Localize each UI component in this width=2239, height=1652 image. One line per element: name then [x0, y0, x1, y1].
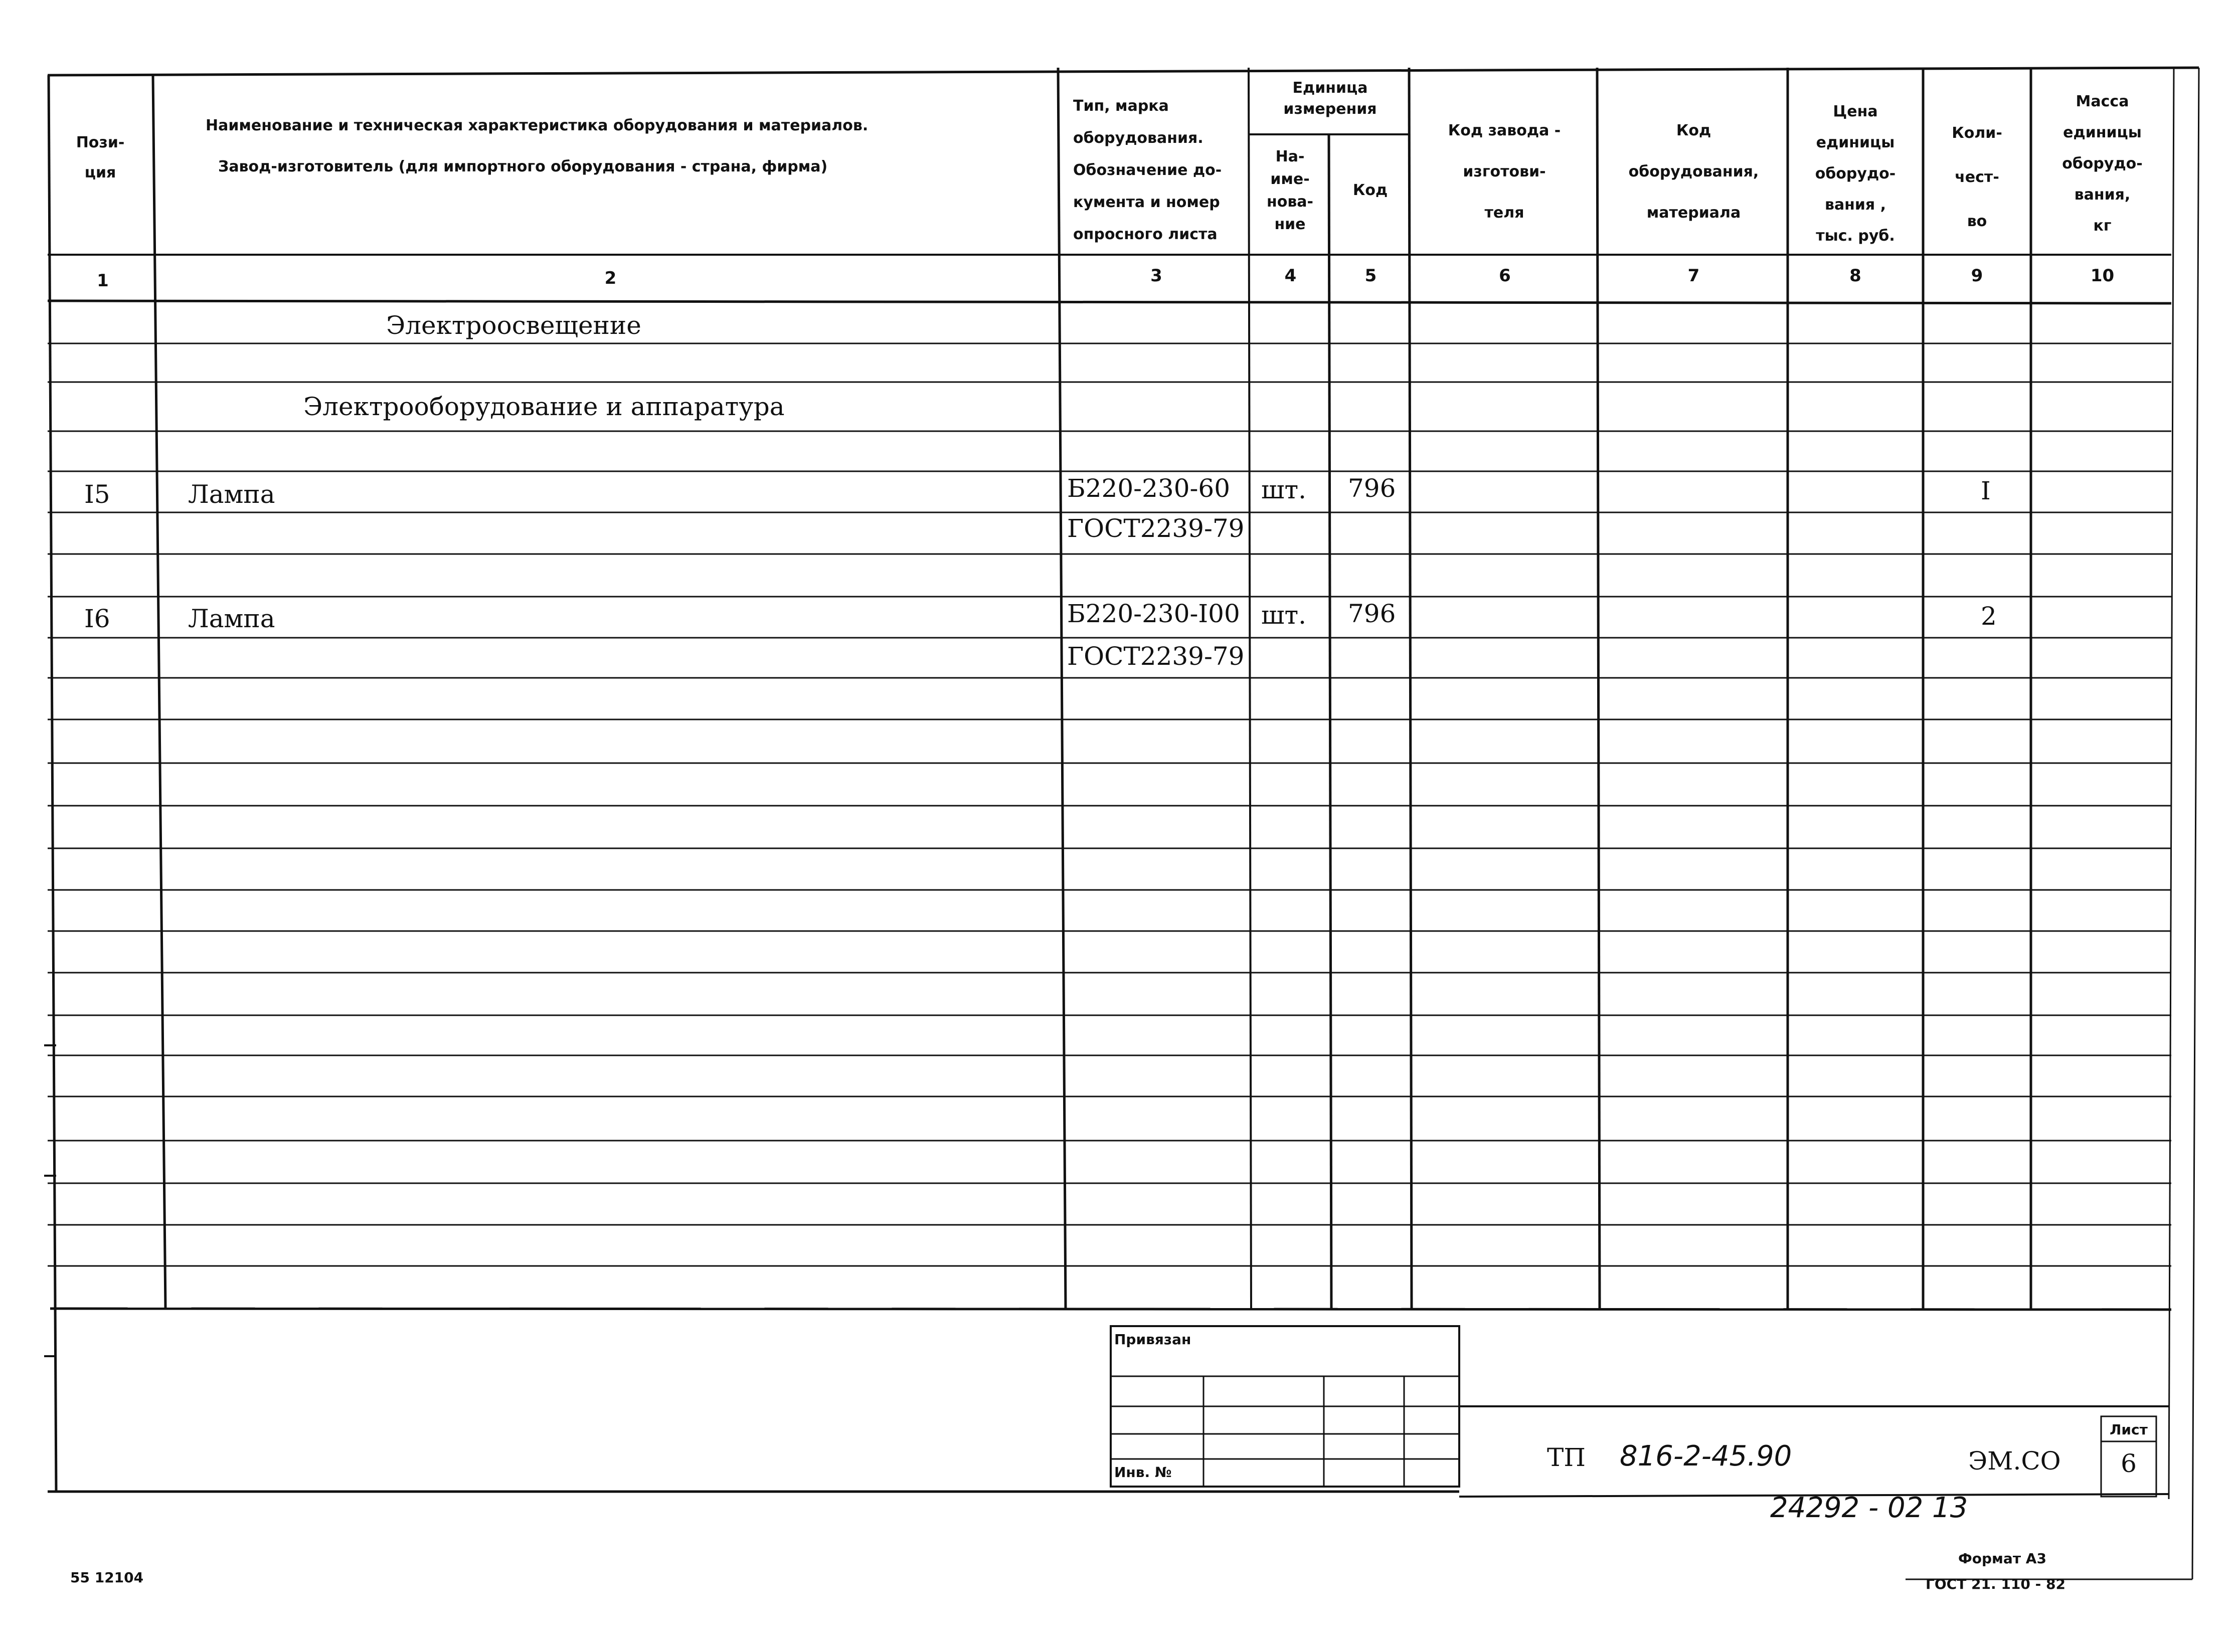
column-number-10: 10 — [2090, 266, 2115, 286]
column-number-4: 4 — [1284, 266, 1297, 286]
header-col1: Пози- ция — [76, 134, 125, 181]
header-col6: Код завода - изготови- теля — [1448, 122, 1561, 222]
item-unit: шт. — [1261, 601, 1307, 630]
column-number-9: 9 — [1971, 266, 1983, 286]
gost-label: ГОСТ 21. 110 - 82 — [1926, 1576, 2065, 1592]
item-type: Б220-230-60 — [1067, 474, 1231, 503]
item-quantity: 2 — [1981, 602, 1997, 631]
header-col8: Цена единицы оборудо- вания , тыс. руб. — [1815, 103, 1896, 245]
stamp-privyazan: Привязан — [1114, 1331, 1191, 1348]
item-unit-code: 796 — [1348, 599, 1396, 628]
header-col5: Код — [1352, 181, 1388, 199]
handwritten-registration-number: 24292 - 02 13 — [1770, 1492, 1968, 1524]
header-col10: Масса единицы оборудо- вания, кг — [2062, 93, 2143, 235]
item-position: I5 — [84, 480, 110, 509]
project-prefix: ТП — [1547, 1443, 1586, 1472]
subsection-title: Электрооборудование и аппаратура — [303, 392, 785, 421]
stamp-inventory-number: Инв. № — [1114, 1464, 1172, 1481]
project-number: 816-2-45.90 — [1620, 1440, 1792, 1473]
item-document: ГОСТ2239-79 — [1067, 642, 1245, 671]
header-col9: Коли- чест- во — [1952, 124, 2002, 230]
header-col2: Наименование и техническая характеристика оборудования и материалов. Завод-изготовитель (для импортного оборудования - страна, фирма) — [206, 117, 869, 175]
sheet-number: 6 — [2121, 1449, 2137, 1478]
item-name: Лампа — [188, 480, 275, 509]
column-number-3: 3 — [1150, 266, 1162, 286]
column-number-5: 5 — [1364, 266, 1377, 286]
item-unit: шт. — [1261, 475, 1307, 504]
item-unit-code: 796 — [1348, 474, 1396, 503]
footer-left-code: 55 12104 — [70, 1569, 144, 1586]
header-col3: Тип, марка оборудования. Обозначение до- кумента и номер опросного листа — [1073, 97, 1222, 243]
column-number-2: 2 — [604, 268, 617, 288]
sheet-label: Лист — [2110, 1421, 2148, 1438]
header-col7: Код оборудования, материала — [1628, 122, 1759, 222]
column-number-7: 7 — [1687, 266, 1700, 286]
item-position: I6 — [84, 604, 110, 633]
header-col4: На- име- нова- ние — [1266, 148, 1314, 233]
column-number-6: 6 — [1499, 266, 1511, 286]
item-quantity: I — [1981, 476, 1991, 505]
column-number-1: 1 — [97, 271, 109, 291]
column-number-8: 8 — [1849, 266, 1861, 286]
format-label: Формат А3 — [1958, 1550, 2046, 1567]
section-title: Электроосвещение — [386, 311, 641, 340]
item-document: ГОСТ2239-79 — [1067, 514, 1245, 543]
document-code: ЭМ.СО — [1968, 1446, 2061, 1476]
item-name: Лампа — [188, 604, 275, 633]
header-unit-group: Единица измерения — [1283, 79, 1377, 118]
item-type: Б220-230-I00 — [1067, 599, 1240, 628]
